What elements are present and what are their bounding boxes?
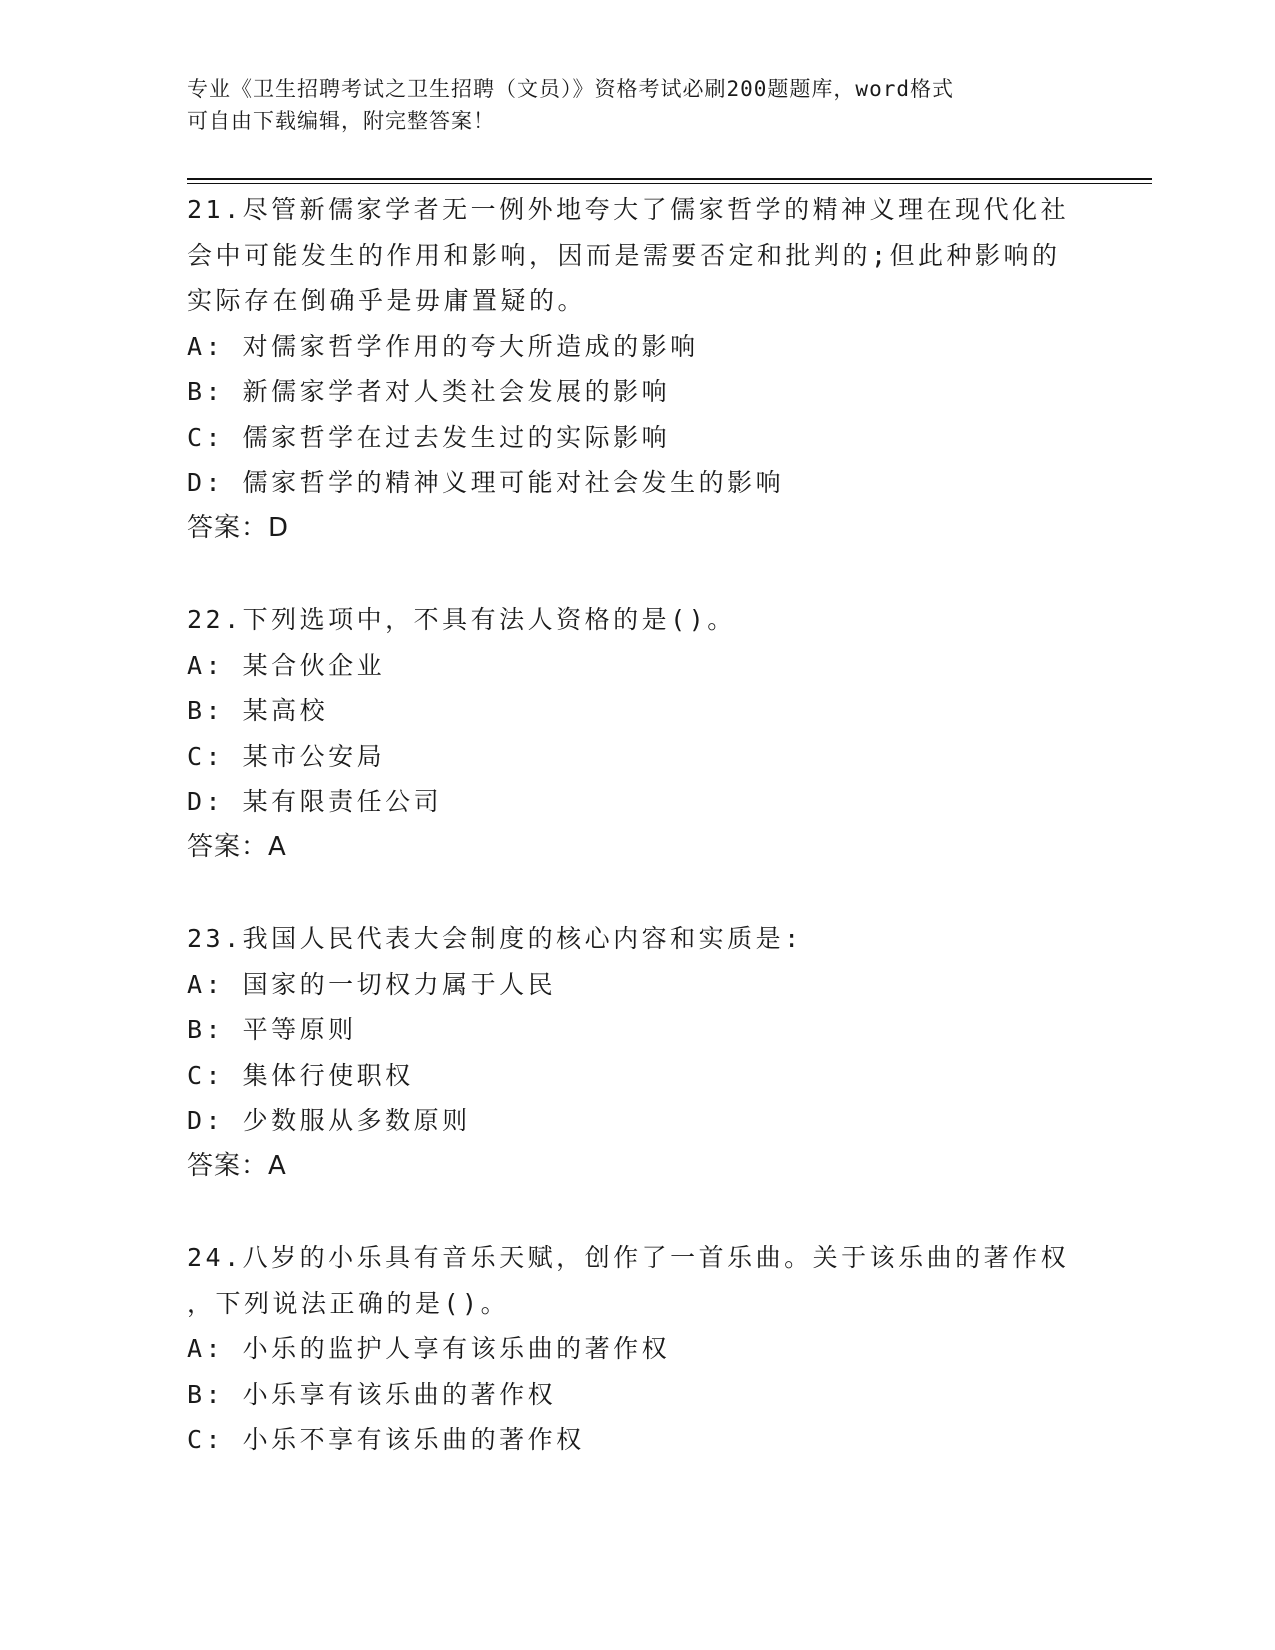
question-list <box>187 187 1087 1509</box>
header-divider-thick <box>187 178 1152 180</box>
option-b: B: 小乐享有该乐曲的著作权 <box>187 1379 557 1409</box>
stem-line: 24.八岁的小乐具有音乐天赋，创作了一首乐曲。关于该乐曲的著作权 <box>187 1243 1070 1272</box>
stem-line: 实际存在倒确乎是毋庸置疑的。 <box>187 286 587 315</box>
option-c: C: 某市公安局 <box>187 741 386 771</box>
stem-line: 22.下列选项中，不具有法人资格的是()。 <box>187 605 736 634</box>
question-24 <box>187 1235 1087 1463</box>
option-b: B: 平等原则 <box>187 1015 357 1044</box>
option-c: C: 儒家哲学在过去发生过的实际影响 <box>187 422 671 452</box>
option-d: D: 某有限责任公司 <box>187 787 443 816</box>
question-22 <box>187 597 1087 870</box>
header-line-1: 专业《卫生招聘考试之卫生招聘（文员）》资格考试必刷200题题库，word格式 <box>187 77 954 101</box>
option-b: B: 某高校 <box>187 696 329 725</box>
option-a: A: 对儒家哲学作用的夸大所造成的影响 <box>187 331 699 361</box>
answer-line: 答案：A <box>187 831 287 862</box>
option-a: A: 国家的一切权力属于人民 <box>187 969 557 999</box>
document-header <box>187 73 1067 137</box>
question-stem <box>187 597 1067 643</box>
option-d: D: 少数服从多数原则 <box>187 1106 471 1135</box>
question-23 <box>187 916 1087 1189</box>
stem-line: ，下列说法正确的是()。 <box>187 1288 510 1318</box>
option-c: C: 集体行使职权 <box>187 1060 414 1090</box>
option-a: A: 小乐的监护人享有该乐曲的著作权 <box>187 1334 671 1363</box>
option-d: D: 儒家哲学的精神义理可能对社会发生的影响 <box>187 468 785 497</box>
stem-line: 会中可能发生的作用和影响，因而是需要否定和批判的;但此种影响的 <box>187 240 1061 270</box>
option-a: A: 某合伙企业 <box>187 650 386 680</box>
header-divider-thin <box>187 183 1152 184</box>
option-b: B: 新儒家学者对人类社会发展的影响 <box>187 377 671 406</box>
stem-line: 21.尽管新儒家学者无一例外地夸大了儒家哲学的精神义理在现代化社 <box>187 195 1070 224</box>
answer-line: 答案：D <box>187 512 290 543</box>
header-line-2: 可自由下载编辑，附完整答案！ <box>187 109 495 133</box>
stem-line: 23.我国人民代表大会制度的核心内容和实质是: <box>187 924 803 953</box>
question-stem <box>187 187 1070 324</box>
answer-line: 答案：A <box>187 1150 287 1181</box>
question-stem <box>187 1235 1070 1326</box>
option-c: C: 小乐不享有该乐曲的著作权 <box>187 1425 585 1454</box>
question-21 <box>187 187 1087 551</box>
question-stem <box>187 916 1067 962</box>
